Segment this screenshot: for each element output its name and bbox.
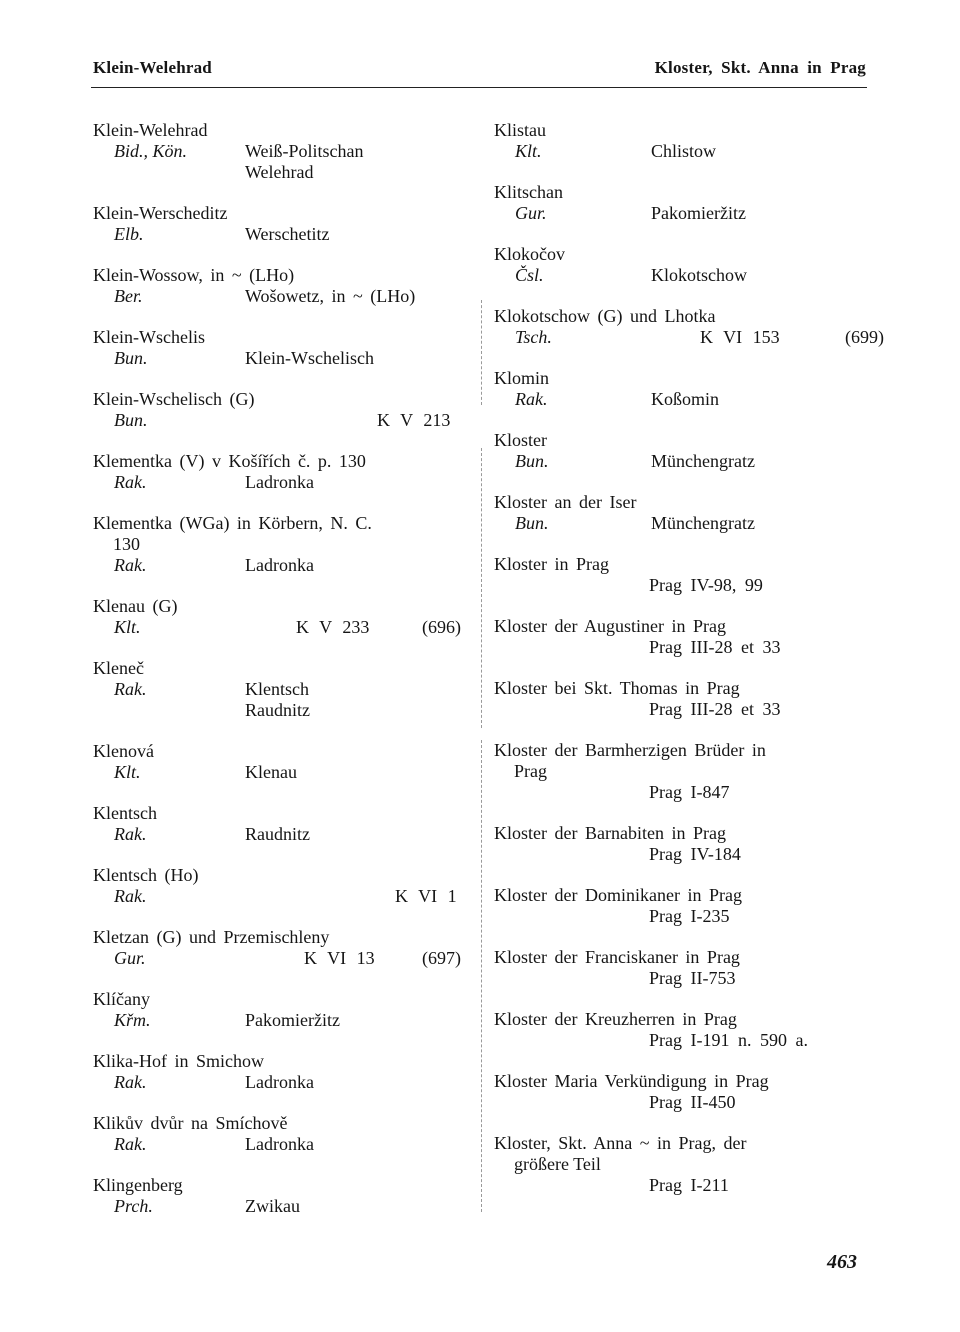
gazetteer-entry bbox=[494, 823, 874, 865]
cadastral-ref: K VI 153 bbox=[700, 327, 780, 347]
gazetteer-entry bbox=[93, 120, 463, 183]
gazetteer-entry bbox=[494, 1009, 874, 1051]
gazetteer-entry bbox=[494, 430, 874, 472]
sheet-number: (696) bbox=[422, 617, 461, 637]
prag-reference: Prag I-211 bbox=[649, 1175, 729, 1195]
district-abbr: Gur. bbox=[114, 948, 146, 968]
district-abbr: Klt. bbox=[114, 617, 141, 637]
district-abbr: Bun. bbox=[515, 451, 549, 471]
gazetteer-entry bbox=[494, 740, 874, 803]
column-divider bbox=[481, 300, 482, 405]
entry-title: Klistau bbox=[494, 120, 546, 140]
cadastral-ref: K VI 1 bbox=[395, 886, 457, 906]
gazetteer-entry bbox=[93, 513, 463, 576]
gazetteer-entry bbox=[93, 596, 463, 638]
entry-title: Klein-Wschelisch (G) bbox=[93, 389, 255, 409]
entry-target: Ladronka bbox=[245, 555, 314, 575]
entry-target-secondary: Welehrad bbox=[245, 162, 314, 182]
entry-target: Chlistow bbox=[651, 141, 717, 161]
entry-title: Klein-Wschelis bbox=[93, 327, 205, 347]
entry-title: Klikův dvůr na Smíchově bbox=[93, 1113, 288, 1133]
district-abbr: Bun. bbox=[515, 513, 549, 533]
gazetteer-entry bbox=[494, 885, 874, 927]
prag-reference: Prag III-28 et 33 bbox=[649, 699, 781, 719]
running-head-left: Klein-Welehrad bbox=[93, 58, 212, 77]
district-abbr: Rak. bbox=[114, 472, 147, 492]
gazetteer-entry bbox=[93, 989, 463, 1031]
entry-target: Weiß-Politschan bbox=[245, 141, 364, 161]
district-abbr: Rak. bbox=[114, 679, 147, 699]
column-divider bbox=[481, 740, 482, 1212]
entry-target: Wošowetz, in ~ (LHo) bbox=[245, 286, 416, 306]
entry-title: Klementka (V) v Košířích č. p. 130 bbox=[93, 451, 366, 471]
entry-target: Raudnitz bbox=[245, 824, 310, 844]
prag-reference: Prag II-450 bbox=[649, 1092, 736, 1112]
column-divider bbox=[481, 448, 482, 728]
gazetteer-entry bbox=[494, 947, 874, 989]
entry-title: Kloster der Dominikaner in Prag bbox=[494, 885, 742, 905]
entry-title: Klementka (WGa) in Körbern, N. C. bbox=[93, 513, 372, 533]
gazetteer-entry bbox=[93, 741, 463, 783]
district-abbr: Rak. bbox=[515, 389, 548, 409]
entry-target: Klentsch bbox=[245, 679, 309, 699]
gazetteer-entry bbox=[93, 927, 463, 969]
entry-target: Werschetitz bbox=[245, 224, 330, 244]
entry-title: Kloster Maria Verkündigung in Prag bbox=[494, 1071, 769, 1091]
cadastral-ref: K V 213 bbox=[377, 410, 451, 430]
entry-title: Kloster in Prag bbox=[494, 554, 609, 574]
entry-target: Pakomieržitz bbox=[245, 1010, 340, 1030]
entry-title: Klitschan bbox=[494, 182, 563, 202]
district-abbr: Klt. bbox=[515, 141, 542, 161]
entry-target-secondary: Raudnitz bbox=[245, 700, 310, 720]
running-head-right: Kloster, Skt. Anna in Prag bbox=[654, 58, 866, 77]
district-abbr: Gur. bbox=[515, 203, 547, 223]
entry-title: Klomin bbox=[494, 368, 550, 388]
prag-reference: Prag II-753 bbox=[649, 968, 736, 988]
entry-target: Klokotschow bbox=[651, 265, 747, 285]
entry-title: Klentsch (Ho) bbox=[93, 865, 199, 885]
sheet-number: (697) bbox=[422, 948, 461, 968]
cadastral-ref: K V 233 bbox=[296, 617, 370, 637]
gazetteer-entry bbox=[93, 327, 463, 369]
gazetteer-entry bbox=[93, 265, 463, 307]
entry-title: Klenová bbox=[93, 741, 154, 761]
entry-title: Kloster, Skt. Anna ~ in Prag, der bbox=[494, 1133, 747, 1153]
entry-target: Klein-Wschelisch bbox=[245, 348, 374, 368]
gazetteer-entry bbox=[93, 203, 463, 245]
gazetteer-entry bbox=[93, 865, 463, 907]
entry-title: Kleneč bbox=[93, 658, 144, 678]
header-rule bbox=[91, 87, 867, 88]
district-abbr: Rak. bbox=[114, 824, 147, 844]
entry-title: Kloster der Kreuzherren in Prag bbox=[494, 1009, 737, 1029]
entry-title: Kloster bbox=[494, 430, 547, 450]
entry-title-continuation: Prag bbox=[514, 761, 547, 781]
gazetteer-entry bbox=[494, 182, 874, 224]
gazetteer-entry bbox=[494, 244, 874, 286]
entry-target: Ladronka bbox=[245, 472, 314, 492]
entry-title: Kloster bei Skt. Thomas in Prag bbox=[494, 678, 740, 698]
entry-target: Zwikau bbox=[245, 1196, 300, 1216]
prag-reference: Prag IV-184 bbox=[649, 844, 741, 864]
sheet-number: (699) bbox=[845, 327, 884, 347]
district-abbr: Čsl. bbox=[515, 265, 544, 285]
gazetteer-entry bbox=[494, 616, 874, 658]
entry-title: Klokočov bbox=[494, 244, 565, 264]
gazetteer-entry bbox=[494, 1071, 874, 1113]
district-abbr: Rak. bbox=[114, 886, 147, 906]
entry-title: Klingenberg bbox=[93, 1175, 183, 1195]
right-column bbox=[494, 120, 884, 1196]
district-abbr: Elb. bbox=[114, 224, 144, 244]
district-abbr: Bid., Kön. bbox=[114, 141, 188, 161]
district-abbr: Ber. bbox=[114, 286, 143, 306]
cadastral-ref: K VI 13 bbox=[304, 948, 375, 968]
district-abbr: Rak. bbox=[114, 1134, 147, 1154]
entry-title: Klenau (G) bbox=[93, 596, 178, 616]
district-abbr: Klt. bbox=[114, 762, 141, 782]
gazetteer-entry bbox=[93, 451, 463, 493]
entry-target: Münchengratz bbox=[651, 451, 755, 471]
entry-target: Klenau bbox=[245, 762, 297, 782]
entry-title: Kletzan (G) und Przemischleny bbox=[93, 927, 330, 947]
gazetteer-entry bbox=[494, 306, 884, 348]
district-abbr: Bun. bbox=[114, 348, 148, 368]
district-abbr: Křm. bbox=[114, 1010, 151, 1030]
prag-reference: Prag I-235 bbox=[649, 906, 730, 926]
entry-title: Klentsch bbox=[93, 803, 157, 823]
gazetteer-entry bbox=[494, 368, 874, 410]
entry-target: Pakomieržitz bbox=[651, 203, 746, 223]
entry-target: Münchengratz bbox=[651, 513, 755, 533]
entry-title: Klokotschow (G) und Lhotka bbox=[494, 306, 716, 326]
gazetteer-entry bbox=[93, 389, 463, 431]
gazetteer-entry bbox=[494, 120, 874, 162]
district-abbr: Rak. bbox=[114, 1072, 147, 1092]
gazetteer-entry bbox=[93, 803, 463, 845]
page-number: 463 bbox=[827, 1251, 857, 1273]
entry-target: Ladronka bbox=[245, 1072, 314, 1092]
entry-title: Kloster der Franciskaner in Prag bbox=[494, 947, 740, 967]
gazetteer-entry bbox=[494, 492, 874, 534]
gazetteer-entry bbox=[494, 1133, 874, 1196]
prag-reference: Prag IV-98, 99 bbox=[649, 575, 763, 595]
district-abbr: Rak. bbox=[114, 555, 147, 575]
entry-title: Klein-Wossow, in ~ (LHo) bbox=[93, 265, 295, 285]
gazetteer-entry bbox=[494, 678, 874, 720]
entry-title: Klika-Hof in Smichow bbox=[93, 1051, 264, 1071]
running-head bbox=[93, 58, 866, 84]
entry-title: Klein-Welehrad bbox=[93, 120, 208, 140]
prag-reference: Prag III-28 et 33 bbox=[649, 637, 781, 657]
entry-target: Koßomin bbox=[651, 389, 720, 409]
entry-target: Ladronka bbox=[245, 1134, 314, 1154]
entry-title: Klein-Werscheditz bbox=[93, 203, 228, 223]
gazetteer-entry bbox=[93, 1113, 463, 1155]
entry-title-continuation: 130 bbox=[113, 534, 140, 554]
prag-reference: Prag I-847 bbox=[649, 782, 730, 802]
district-abbr: Prch. bbox=[114, 1196, 153, 1216]
entry-title: Kloster an der Iser bbox=[494, 492, 637, 512]
left-column bbox=[93, 120, 463, 1217]
district-abbr: Bun. bbox=[114, 410, 148, 430]
prag-reference: Prag I-191 n. 590 a. bbox=[649, 1030, 808, 1050]
entry-title: Kloster der Barnabiten in Prag bbox=[494, 823, 726, 843]
entry-title-continuation: größere Teil bbox=[514, 1154, 601, 1174]
entry-title: Klíčany bbox=[93, 989, 150, 1009]
gazetteer-entry bbox=[93, 1051, 463, 1093]
gazetteer-entry bbox=[93, 658, 463, 721]
entry-title: Kloster der Augustiner in Prag bbox=[494, 616, 726, 636]
entry-title: Kloster der Barmherzigen Brüder in bbox=[494, 740, 766, 760]
gazetteer-entry bbox=[93, 1175, 463, 1217]
gazetteer-entry bbox=[494, 554, 874, 596]
district-abbr: Tsch. bbox=[515, 327, 552, 347]
